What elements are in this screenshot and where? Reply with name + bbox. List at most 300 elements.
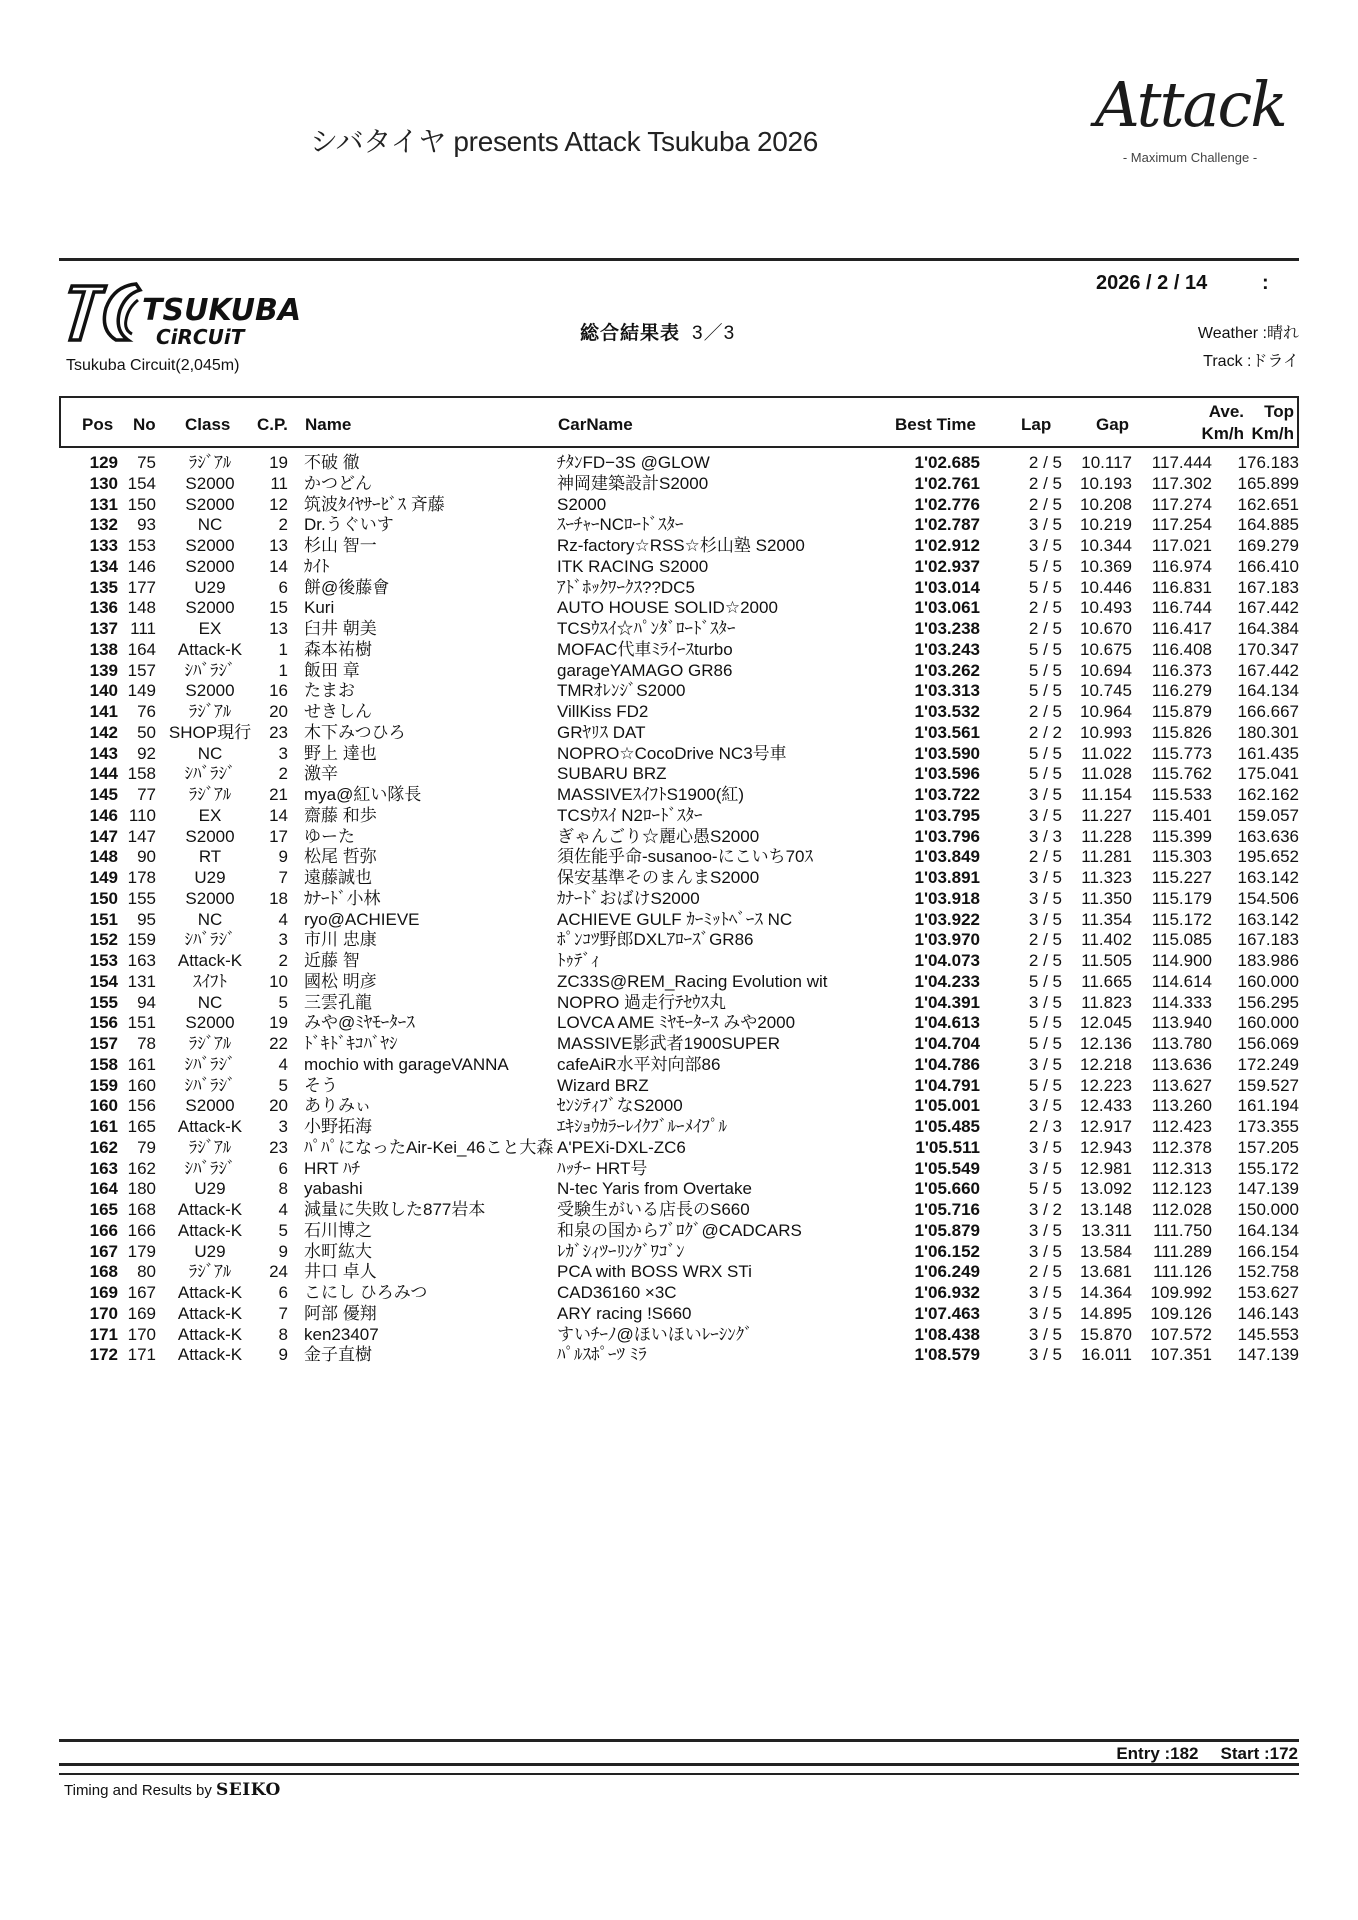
cell-best-time: 1'03.262 <box>914 660 980 680</box>
cell-class: NC <box>197 743 223 763</box>
cell-best-time: 1'04.786 <box>914 1054 980 1074</box>
cell-no: 76 <box>137 702 156 721</box>
cell-ave-speed: 117.302 <box>1151 473 1212 493</box>
cell-class: Attack-K <box>177 1283 243 1302</box>
cell-cp: 9 <box>278 847 288 867</box>
tc-logo-text-1: TSUKUBA <box>142 293 302 328</box>
cell-ave-speed: 115.179 <box>1151 888 1212 908</box>
seiko-logo: SEIKO <box>216 1780 281 1800</box>
cell-top-speed: 156.069 <box>1237 1034 1299 1053</box>
cell-no: 157 <box>127 660 156 680</box>
cell-lap: 2 / 3 <box>1028 1117 1062 1136</box>
table-header <box>59 396 1299 448</box>
table-row <box>0 930 1358 951</box>
cell-carname: cafeAiR水平対向部86 <box>557 1054 721 1074</box>
cell-no: 80 <box>137 1262 156 1282</box>
tc-logo-text-2: CiRCUiT <box>156 325 245 348</box>
cell-cp: 3 <box>278 1117 288 1136</box>
cell-gap: 11.350 <box>1081 888 1132 908</box>
cell-no: 150 <box>127 494 156 514</box>
cell-name: そう <box>304 1075 338 1095</box>
cell-carname: MASSIVEｽｲﾌﾄS1900(紅) <box>557 785 745 804</box>
cell-carname: PCA with BOSS WRX STi <box>557 1262 752 1282</box>
top-rule <box>59 258 1299 261</box>
cell-class: ﾗｼﾞｱﾙ <box>188 785 232 804</box>
cell-class: S2000 <box>185 536 235 555</box>
cell-lap: 3 / 5 <box>1028 1096 1062 1116</box>
cell-cp: 9 <box>278 1345 288 1365</box>
cell-ave-speed: 116.417 <box>1151 619 1212 638</box>
table-row <box>0 640 1358 661</box>
cell-pos: 136 <box>89 598 118 618</box>
cell-name: mochio with garageVANNA <box>304 1054 509 1074</box>
cell-lap: 2 / 5 <box>1028 494 1062 514</box>
cell-pos: 148 <box>89 847 118 867</box>
cell-best-time: 1'04.704 <box>914 1034 980 1053</box>
start-count: Start :172 <box>1220 1744 1298 1763</box>
cell-top-speed: 159.527 <box>1237 1075 1299 1095</box>
cell-ave-speed: 116.831 <box>1151 577 1212 597</box>
cell-pos: 147 <box>89 826 118 846</box>
col-header-top-1: Top <box>1264 402 1294 421</box>
table-row <box>0 951 1358 972</box>
cell-pos: 145 <box>89 785 118 804</box>
cell-name: Kuri <box>304 598 335 618</box>
cell-best-time: 1'07.463 <box>914 1303 980 1323</box>
table-row <box>0 453 1358 474</box>
cell-best-time: 1'02.912 <box>914 536 980 555</box>
cell-top-speed: 167.442 <box>1237 660 1299 680</box>
cell-gap: 10.193 <box>1080 473 1132 493</box>
cell-ave-speed: 114.333 <box>1151 992 1212 1012</box>
cell-pos: 151 <box>89 909 118 929</box>
cell-class: Attack-K <box>177 1303 243 1323</box>
cell-name: ｶｲﾄ <box>304 556 330 576</box>
cell-class: NC <box>197 992 223 1012</box>
cell-pos: 133 <box>89 536 118 555</box>
cell-no: 180 <box>127 1179 156 1199</box>
cell-cp: 19 <box>269 453 288 472</box>
cell-carname: 受験生がいる店長のS660 <box>557 1200 750 1219</box>
cell-pos: 138 <box>89 639 118 659</box>
cell-class: ｼﾊﾞﾗｼﾞ <box>184 660 236 680</box>
cell-class: S2000 <box>185 473 235 493</box>
cell-pos: 156 <box>89 1013 118 1033</box>
cell-gap: 13.092 <box>1080 1179 1132 1199</box>
cell-pos: 167 <box>89 1241 118 1261</box>
cell-ave-speed: 115.533 <box>1151 785 1212 804</box>
cell-top-speed: 166.154 <box>1237 1241 1299 1261</box>
cell-lap: 3 / 5 <box>1028 1220 1062 1240</box>
cell-best-time: 1'03.243 <box>914 639 980 659</box>
event-date: 2026 / 2 / 14 <box>1096 272 1208 294</box>
cell-lap: 5 / 5 <box>1028 743 1062 763</box>
cell-name: Dr.うぐいす <box>304 515 394 535</box>
cell-class: ｼﾊﾞﾗｼﾞ <box>184 930 236 950</box>
cell-cp: 3 <box>278 930 288 950</box>
cell-cp: 2 <box>278 951 288 970</box>
cell-gap: 11.505 <box>1081 951 1132 970</box>
table-row <box>0 972 1358 993</box>
cell-gap: 12.218 <box>1080 1054 1132 1074</box>
cell-lap: 3 / 5 <box>1028 1303 1062 1323</box>
cell-ave-speed: 112.028 <box>1151 1200 1212 1219</box>
cell-carname: VillKiss FD2 <box>557 702 649 721</box>
results-table-body <box>0 453 1358 1366</box>
cell-gap: 12.917 <box>1080 1117 1132 1136</box>
cell-ave-speed: 115.227 <box>1151 868 1212 887</box>
cell-cp: 12 <box>269 494 288 514</box>
cell-name: みや@ﾐﾔﾓｰﾀｰｽ <box>304 1013 415 1033</box>
cell-carname: A'PEXi-DXL-ZC6 <box>557 1137 686 1157</box>
cell-name: こにし ひろみつ <box>304 1283 428 1302</box>
cell-best-time: 1'05.511 <box>915 1137 980 1157</box>
cell-cp: 24 <box>269 1262 288 1282</box>
cell-best-time: 1'08.438 <box>914 1324 980 1344</box>
table-row <box>0 619 1358 640</box>
cell-cp: 2 <box>278 764 288 784</box>
cell-no: 110 <box>128 805 156 825</box>
cell-lap: 2 / 5 <box>1028 453 1062 472</box>
cell-gap: 11.028 <box>1081 764 1132 784</box>
footer-rule-middle <box>59 1763 1299 1766</box>
cell-best-time: 1'04.073 <box>914 951 980 970</box>
cell-lap: 3 / 5 <box>1028 1158 1062 1178</box>
cell-lap: 5 / 5 <box>1028 660 1062 680</box>
cell-lap: 5 / 5 <box>1028 639 1062 659</box>
cell-top-speed: 160.000 <box>1237 971 1299 991</box>
cell-no: 92 <box>137 743 156 763</box>
cell-name: 阿部 優翔 <box>304 1303 377 1323</box>
table-row <box>0 910 1358 931</box>
table-row <box>0 1013 1358 1034</box>
cell-name: 激辛 <box>304 764 338 784</box>
cell-cp: 5 <box>278 1220 288 1240</box>
cell-cp: 8 <box>278 1179 288 1199</box>
tc-emblem-icon <box>66 278 356 348</box>
cell-pos: 160 <box>89 1096 118 1116</box>
cell-pos: 141 <box>89 702 118 721</box>
cell-name: 森本祐樹 <box>304 639 372 659</box>
cell-cp: 4 <box>278 1200 288 1219</box>
cell-best-time: 1'03.313 <box>914 681 980 701</box>
cell-gap: 11.022 <box>1081 743 1132 763</box>
cell-pos: 131 <box>89 494 118 514</box>
cell-name: 木下みつひろ <box>304 722 406 742</box>
cell-class: Attack-K <box>177 639 243 659</box>
cell-pos: 135 <box>89 577 118 597</box>
cell-class: EX <box>198 619 222 638</box>
cell-cp: 6 <box>278 1283 288 1302</box>
cell-pos: 132 <box>89 515 118 535</box>
cell-ave-speed: 115.399 <box>1151 826 1212 846</box>
cell-lap: 3 / 5 <box>1028 785 1062 804</box>
cell-carname: CAD36160 ×3C <box>557 1283 677 1302</box>
cell-top-speed: 175.041 <box>1237 764 1299 784</box>
cell-name: ｶﾅｰﾄﾞ小林 <box>304 888 381 908</box>
cell-gap: 13.584 <box>1080 1241 1132 1261</box>
cell-best-time: 1'03.590 <box>914 743 980 763</box>
cell-ave-speed: 107.572 <box>1150 1324 1212 1344</box>
cell-carname: S2000 <box>557 494 607 514</box>
cell-ave-speed: 115.172 <box>1151 909 1212 929</box>
cell-no: 155 <box>127 888 156 908</box>
cell-gap: 10.344 <box>1080 536 1132 555</box>
cell-pos: 146 <box>89 805 118 825</box>
table-row <box>0 702 1358 723</box>
cell-lap: 2 / 5 <box>1028 930 1062 950</box>
cell-name: ryo@ACHIEVE <box>304 909 420 929</box>
cell-gap: 13.311 <box>1081 1220 1132 1240</box>
cell-lap: 3 / 5 <box>1028 536 1062 555</box>
cell-best-time: 1'04.391 <box>914 992 980 1012</box>
table-row <box>0 847 1358 868</box>
cell-top-speed: 155.172 <box>1237 1158 1299 1178</box>
cell-top-speed: 147.139 <box>1237 1345 1299 1365</box>
footer-rule-bottom <box>59 1773 1299 1775</box>
cell-ave-speed: 107.351 <box>1150 1345 1212 1365</box>
cell-best-time: 1'05.716 <box>914 1200 980 1219</box>
cell-best-time: 1'05.549 <box>914 1158 980 1178</box>
cell-lap: 3 / 3 <box>1028 826 1062 846</box>
cell-lap: 3 / 2 <box>1028 1200 1062 1219</box>
cell-name: 三雲孔龍 <box>304 992 372 1012</box>
cell-carname: 保安基準そのまんまS2000 <box>557 868 760 887</box>
cell-pos: 169 <box>89 1283 118 1302</box>
cell-gap: 15.870 <box>1080 1324 1132 1344</box>
cell-pos: 168 <box>89 1262 118 1282</box>
table-row <box>0 1096 1358 1117</box>
cell-pos: 172 <box>89 1345 118 1365</box>
col-header-carname: CarName <box>558 415 633 434</box>
cell-ave-speed: 112.378 <box>1151 1137 1212 1157</box>
cell-carname: LOVCA AME ﾐﾔﾓｰﾀｰｽ みや2000 <box>557 1013 796 1033</box>
cell-best-time: 1'03.796 <box>914 826 980 846</box>
cell-gap: 10.369 <box>1080 556 1132 576</box>
cell-carname: ｾﾝｼﾃｨﾌﾞなS2000 <box>557 1096 683 1116</box>
cell-lap: 2 / 5 <box>1028 598 1062 618</box>
table-row <box>0 515 1358 536</box>
cell-lap: 5 / 5 <box>1028 556 1062 576</box>
cell-no: 78 <box>137 1034 156 1053</box>
cell-carname: ｴｷｼｮｳｶﾗｰﾚｲｸﾌﾞﾙｰﾒｲﾌﾟﾙ <box>557 1117 727 1136</box>
cell-best-time: 1'03.014 <box>914 577 980 597</box>
cell-pos: 163 <box>89 1158 118 1178</box>
cell-no: 148 <box>127 598 156 618</box>
cell-pos: 164 <box>89 1179 118 1199</box>
table-row <box>0 1117 1358 1138</box>
cell-name: 齋藤 和歩 <box>304 805 377 825</box>
cell-ave-speed: 109.126 <box>1150 1303 1212 1323</box>
cell-top-speed: 163.636 <box>1237 826 1299 846</box>
cell-carname: Rz-factory☆RSS☆杉山塾 S2000 <box>557 536 805 555</box>
attack-logo-tagline: - Maximum Challenge - <box>1122 150 1258 165</box>
cell-lap: 5 / 5 <box>1028 1179 1062 1199</box>
cell-no: 79 <box>137 1137 156 1157</box>
cell-name: 國松 明彦 <box>304 971 377 991</box>
cell-gap: 10.675 <box>1080 639 1132 659</box>
circuit-name: Tsukuba Circuit(2,045m) <box>66 357 240 374</box>
tsukuba-circuit-logo <box>66 278 356 348</box>
table-row <box>0 1325 1358 1346</box>
cell-cp: 19 <box>269 1013 288 1033</box>
table-row <box>0 1055 1358 1076</box>
cell-lap: 2 / 5 <box>1028 951 1062 970</box>
cell-top-speed: 146.143 <box>1237 1303 1299 1323</box>
cell-gap: 10.219 <box>1080 515 1132 535</box>
cell-best-time: 1'03.722 <box>914 785 980 804</box>
cell-lap: 3 / 5 <box>1028 992 1062 1012</box>
cell-pos: 158 <box>89 1054 118 1074</box>
cell-no: 111 <box>130 619 156 638</box>
cell-class: ｼﾊﾞﾗｼﾞ <box>184 1054 236 1074</box>
cell-class: Attack-K <box>177 1117 243 1136</box>
cell-class: SHOP現行 <box>168 722 252 742</box>
cell-top-speed: 164.134 <box>1237 681 1299 701</box>
cell-lap: 3 / 5 <box>1028 868 1062 887</box>
cell-ave-speed: 116.974 <box>1151 556 1212 576</box>
cell-carname: ZC33S@REM_Racing Evolution wit <box>557 971 828 991</box>
cell-no: 160 <box>127 1075 156 1095</box>
cell-best-time: 1'04.613 <box>914 1013 980 1033</box>
cell-gap: 14.364 <box>1080 1283 1132 1302</box>
cell-cp: 13 <box>269 619 288 638</box>
cell-best-time: 1'02.937 <box>914 556 980 576</box>
cell-best-time: 1'03.532 <box>914 702 980 721</box>
cell-ave-speed: 115.762 <box>1151 764 1212 784</box>
cell-class: ﾗｼﾞｱﾙ <box>188 702 232 721</box>
cell-lap: 3 / 5 <box>1028 515 1062 535</box>
cell-pos: 165 <box>89 1200 118 1219</box>
cell-cp: 6 <box>278 1158 288 1178</box>
cell-name: ﾊﾟﾊﾟになったAir-Kei_46こと大森 <box>304 1137 554 1157</box>
cell-class: S2000 <box>185 1096 235 1116</box>
cell-no: 50 <box>137 722 156 742</box>
table-row <box>0 785 1358 806</box>
table-row <box>0 1200 1358 1221</box>
cell-gap: 10.694 <box>1080 660 1132 680</box>
cell-pos: 159 <box>89 1075 118 1095</box>
cell-no: 158 <box>127 764 156 784</box>
cell-name: せきしん <box>304 702 372 721</box>
cell-name: yabashi <box>304 1179 363 1199</box>
event-title-text: シバタイヤ presents Attack Tsukuba 2026 <box>309 126 819 157</box>
cell-pos: 149 <box>89 868 118 887</box>
cell-ave-speed: 117.274 <box>1151 494 1212 514</box>
cell-pos: 171 <box>89 1324 118 1344</box>
cell-best-time: 1'02.685 <box>914 453 980 472</box>
table-row <box>0 1138 1358 1159</box>
cell-best-time: 1'03.891 <box>914 868 980 887</box>
cell-name: 遠藤誠也 <box>304 868 372 887</box>
cell-gap: 11.665 <box>1081 971 1132 991</box>
cell-ave-speed: 115.085 <box>1151 930 1212 950</box>
table-row <box>0 827 1358 848</box>
cell-gap: 14.895 <box>1080 1303 1132 1323</box>
cell-name: ありみぃ <box>304 1096 372 1116</box>
cell-best-time: 1'03.795 <box>914 805 980 825</box>
cell-gap: 11.402 <box>1081 930 1132 950</box>
table-row <box>0 661 1358 682</box>
cell-name: 餅@後藤會 <box>304 577 390 597</box>
cell-name: ken23407 <box>304 1324 379 1344</box>
track-condition: Track :ドライ <box>1203 353 1299 370</box>
cell-no: 151 <box>127 1013 156 1033</box>
cell-lap: 2 / 5 <box>1028 702 1062 721</box>
cell-best-time: 1'03.970 <box>914 930 980 950</box>
cell-carname: TCSｳｽｲ N2ﾛｰﾄﾞｽﾀｰ <box>557 805 703 825</box>
cell-no: 77 <box>137 785 156 804</box>
cell-class: ﾗｼﾞｱﾙ <box>188 1034 232 1053</box>
cell-name: 飯田 章 <box>304 660 360 680</box>
cell-no: 171 <box>127 1345 156 1365</box>
cell-carname: 和泉の国からﾌﾞﾛｸﾞ@CADCARS <box>557 1220 802 1240</box>
cell-top-speed: 147.139 <box>1237 1179 1299 1199</box>
cell-pos: 143 <box>89 743 118 763</box>
cell-ave-speed: 116.744 <box>1151 598 1212 618</box>
table-row <box>0 681 1358 702</box>
cell-gap: 11.323 <box>1081 868 1132 887</box>
cell-gap: 13.681 <box>1080 1262 1132 1282</box>
cell-carname: ARY racing !S660 <box>557 1303 692 1323</box>
cell-gap: 10.670 <box>1080 619 1132 638</box>
cell-lap: 2 / 5 <box>1028 847 1062 867</box>
cell-top-speed: 167.442 <box>1237 598 1299 618</box>
cell-cp: 1 <box>278 639 288 659</box>
cell-cp: 7 <box>278 1303 288 1323</box>
cell-lap: 5 / 5 <box>1028 764 1062 784</box>
cell-lap: 3 / 5 <box>1028 1054 1062 1074</box>
cell-class: ｽｲﾌﾄ <box>193 971 227 991</box>
cell-cp: 20 <box>269 702 288 721</box>
cell-cp: 6 <box>278 577 288 597</box>
cell-best-time: 1'03.238 <box>914 619 980 638</box>
cell-gap: 10.446 <box>1080 577 1132 597</box>
table-row <box>0 764 1358 785</box>
cell-best-time: 1'04.233 <box>914 971 980 991</box>
cell-ave-speed: 115.826 <box>1151 722 1212 742</box>
cell-carname: ﾚｶﾞｼｨﾂｰﾘﾝｸﾞﾜｺﾞﾝ <box>557 1241 685 1261</box>
cell-lap: 3 / 5 <box>1028 1241 1062 1261</box>
cell-no: 159 <box>127 930 156 950</box>
cell-name: mya@紅い隊長 <box>304 785 422 804</box>
cell-pos: 129 <box>89 453 118 472</box>
cell-no: 149 <box>127 681 156 701</box>
cell-no: 90 <box>137 847 156 867</box>
cell-pos: 139 <box>89 660 118 680</box>
cell-top-speed: 164.885 <box>1237 515 1299 535</box>
table-row <box>0 993 1358 1014</box>
cell-class: Attack-K <box>177 1324 243 1344</box>
timing-credit-text: Timing and Results by <box>64 1782 212 1799</box>
cell-no: 156 <box>127 1096 156 1116</box>
cell-cp: 15 <box>269 598 288 618</box>
cell-pos: 137 <box>89 619 118 638</box>
cell-no: 162 <box>127 1158 156 1178</box>
cell-carname: N-tec Yaris from Overtake <box>557 1179 752 1199</box>
timing-credit <box>64 1780 281 1800</box>
cell-carname: ﾊﾟﾙｽﾎﾟｰﾂ ﾐﾗ <box>557 1345 647 1365</box>
attack-logo-word: Attack <box>1095 68 1286 141</box>
cell-lap: 3 / 5 <box>1028 1324 1062 1344</box>
cell-ave-speed: 117.254 <box>1151 515 1212 535</box>
cell-pos: 170 <box>89 1303 118 1323</box>
cell-ave-speed: 113.940 <box>1151 1013 1212 1033</box>
cell-name: 杉山 智一 <box>304 536 377 555</box>
cell-carname: Wizard BRZ <box>557 1075 649 1095</box>
cell-best-time: 1'06.932 <box>914 1283 980 1302</box>
cell-class: RT <box>198 847 222 867</box>
